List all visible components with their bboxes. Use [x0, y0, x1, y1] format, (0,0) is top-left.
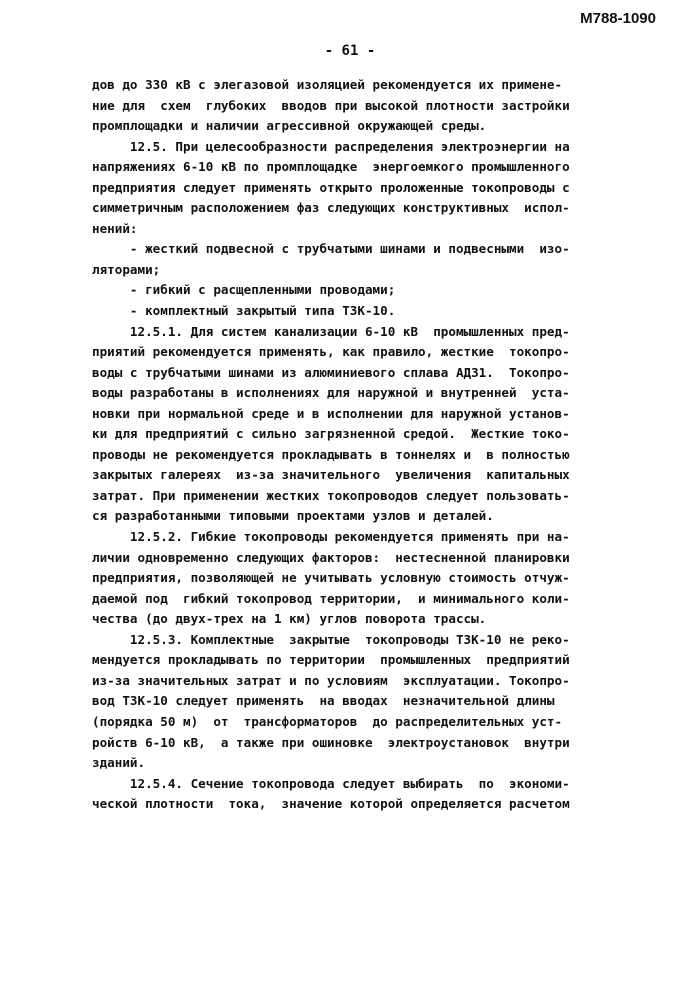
text-line: чества (до двух-трех на 1 км) углов поворота трассы. — [92, 611, 487, 627]
text-line: ние для схем глубоких вводов при высокой плотности застройки — [92, 97, 570, 113]
text-line: зданий. — [92, 755, 146, 771]
text-line: мендуется прокладывать по территории промышленных предприятий — [92, 652, 570, 668]
text-line: вод ТЗК-10 следует применять на вводах незначительной длины — [92, 693, 555, 709]
text-line: новки при нормальной среде и в исполнении для наружной установ- — [92, 405, 570, 421]
text-line: ройств 6-10 кВ, а также при ошиновке электроустановок внутри — [92, 734, 570, 750]
text-line: из-за значительных затрат и по условиям эксплуатации. Токопро- — [92, 672, 570, 688]
text-line: 12.5.1. Для систем канализации 6-10 кВ промышленных пред- — [92, 323, 570, 339]
text-line: 12.5. При целесообразности распределения электроэнергии на — [92, 138, 570, 154]
text-line: - гибкий с расщепленными проводами; — [92, 282, 396, 298]
text-line: воды с трубчатыми шинами из алюминиевого сплава АД31. Токопро- — [92, 364, 570, 380]
text-line: нений: — [92, 220, 138, 236]
text-line: - жесткий подвесной с трубчатыми шинами и подвесными изо- — [92, 241, 570, 257]
text-line: - комплектный закрытый типа ТЗК-10. — [92, 303, 396, 319]
text-line: ки для предприятий с сильно загрязненной средой. Жесткие токо- — [92, 426, 570, 442]
text-line: промплощадки и наличии агрессивной окружающей среды. — [92, 118, 487, 134]
text-line: 12.5.2. Гибкие токопроводы рекомендуется применять при на- — [92, 529, 570, 545]
text-line: воды разработаны в исполнениях для наружной и внутренней уста- — [92, 385, 570, 401]
text-line: закрытых галереях из-за значительного увеличения капитальных — [92, 467, 570, 483]
text-line: приятий рекомендуется применять, как правило, жесткие токопро- — [92, 344, 570, 360]
text-line: предприятия следует применять открыто проложенные токопроводы с — [92, 179, 570, 195]
text-line: дов до 330 кВ с элегазовой изоляцией рекомендуется их примене- — [92, 77, 563, 92]
document-body — [92, 75, 644, 815]
text-line: 12.5.4. Сечение токопровода следует выбирать по экономи- — [92, 775, 570, 791]
text-line: личии одновременно следующих факторов: нестесненной планировки — [92, 549, 570, 565]
text-line: напряжениях 6-10 кВ по промплощадке энергоемкого промышленного — [92, 159, 570, 175]
text-line: симметричным расположением фаз следующих конструктивных испол- — [92, 200, 570, 216]
document-code: М788-1090 — [580, 10, 656, 27]
page-number: - 61 - — [324, 43, 376, 59]
text-line: проводы не рекомендуется прокладывать в тоннелях и в полностью — [92, 446, 570, 462]
text-line: даемой под гибкий токопровод территории, и минимального коли- — [92, 590, 570, 606]
text-line: (порядка 50 м) от трансформаторов до распределительных уст- — [92, 713, 563, 729]
text-line: ческой плотности тока, значение которой определяется расчетом — [92, 796, 570, 812]
text-line: затрат. При применении жестких токопроводов следует пользовать- — [92, 487, 570, 503]
text-line: ляторами; — [92, 261, 161, 277]
text-line: ся разработанными типовыми проектами узлов и деталей. — [92, 508, 494, 524]
text-line: 12.5.3. Комплектные закрытые токопроводы ТЗК-10 не реко- — [92, 631, 570, 647]
text-line: предприятия, позволяющей не учитывать условную стоимость отчуж- — [92, 570, 570, 586]
